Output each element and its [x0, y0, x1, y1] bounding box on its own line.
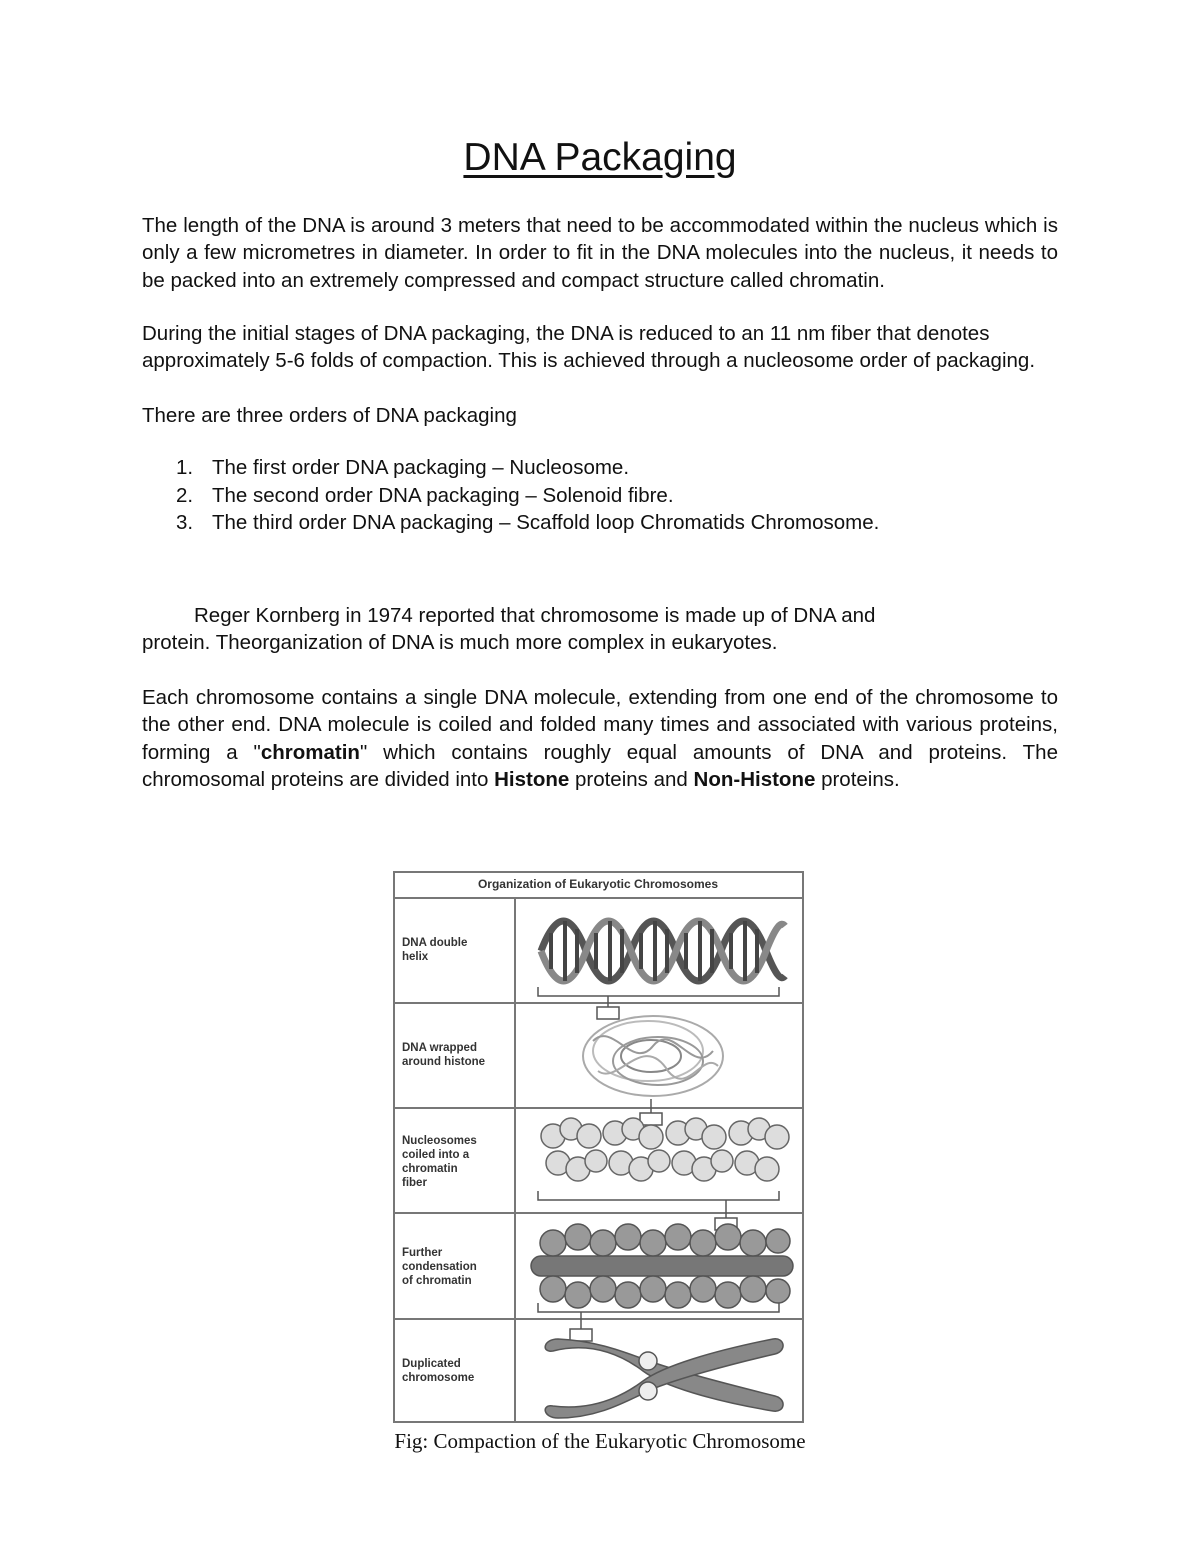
list-number: 3. [176, 511, 194, 534]
list-text: The third order DNA packaging – Scaffold loop Chromatids Chromosome. [212, 511, 880, 534]
intro-paragraph: The length of the DNA is around 3 meters that need to be accommodated within the nucleus which is only a few micrometres in diameter. In order to fit in the DNA molecules into the nucleus, it needs to be packed into an extremely compressed and compact structure called chromatin. [142, 214, 1058, 292]
compaction-paragraph: During the initial stages of DNA packaging, the DNA is reduced to an 11 nm fiber that denotes approximately 5-6 folds of compaction. This is achieved through a nucleosome order of packaging. [142, 322, 1036, 373]
list-item [142, 509, 1042, 537]
kornberg-line-2: protein. Theorganization of DNA is much more complex in eukaryotes. [142, 631, 778, 655]
row-label-dna-double-helix: DNA double helix [402, 937, 468, 963]
list-number: 2. [176, 483, 194, 507]
list-text: The second order DNA packaging – Solenoid fibre. [212, 483, 674, 507]
non-histone-term: Non-Histone [693, 767, 816, 791]
orders-intro: There are three orders of DNA packaging [142, 404, 517, 427]
chromosome-organization-figure [393, 871, 804, 1423]
kornberg-paragraph [142, 602, 1058, 657]
list-text: The first order DNA packaging – Nucleosome. [212, 456, 630, 479]
figure-header: Organization of Eukaryotic Chromosomes [477, 877, 719, 891]
chromatin-term: chromatin [260, 740, 360, 764]
text-run: Each chromosome contains a single DNA molecule, extending from one end of the chromosome to the other end. DNA molecule is coiled and folded many times and associated with various proteins, forming a " [142, 686, 1058, 764]
kornberg-line-1: Reger Kornberg in 1974 reported that chromosome is made up of DNA and [194, 604, 876, 627]
list-number: 1. [176, 456, 194, 479]
row-label-nucleosomes: Nucleosomes coiled into a chromatin fiber [402, 1135, 477, 1189]
page-title: DNA Packaging [463, 136, 737, 179]
packaging-orders-list [142, 454, 1042, 537]
row-label-duplicated-chromosome: Duplicated chromosome [402, 1358, 475, 1384]
figure-caption: Fig: Compaction of the Eukaryotic Chromosome [394, 1429, 806, 1453]
list-item [142, 482, 1042, 510]
chromosome-paragraph [142, 684, 1058, 793]
row-label-further-condensation: Further condensation of chromatin [402, 1247, 477, 1287]
text-run: proteins. [815, 767, 900, 791]
list-item [142, 454, 1042, 482]
row-label-dna-wrapped: DNA wrapped around histone [402, 1042, 486, 1068]
text-run: proteins and [569, 767, 694, 791]
histone-term: Histone [494, 767, 570, 791]
text-run: " which contains roughly equal amounts of DNA and proteins. The chromosomal proteins are divided into [142, 740, 1058, 791]
